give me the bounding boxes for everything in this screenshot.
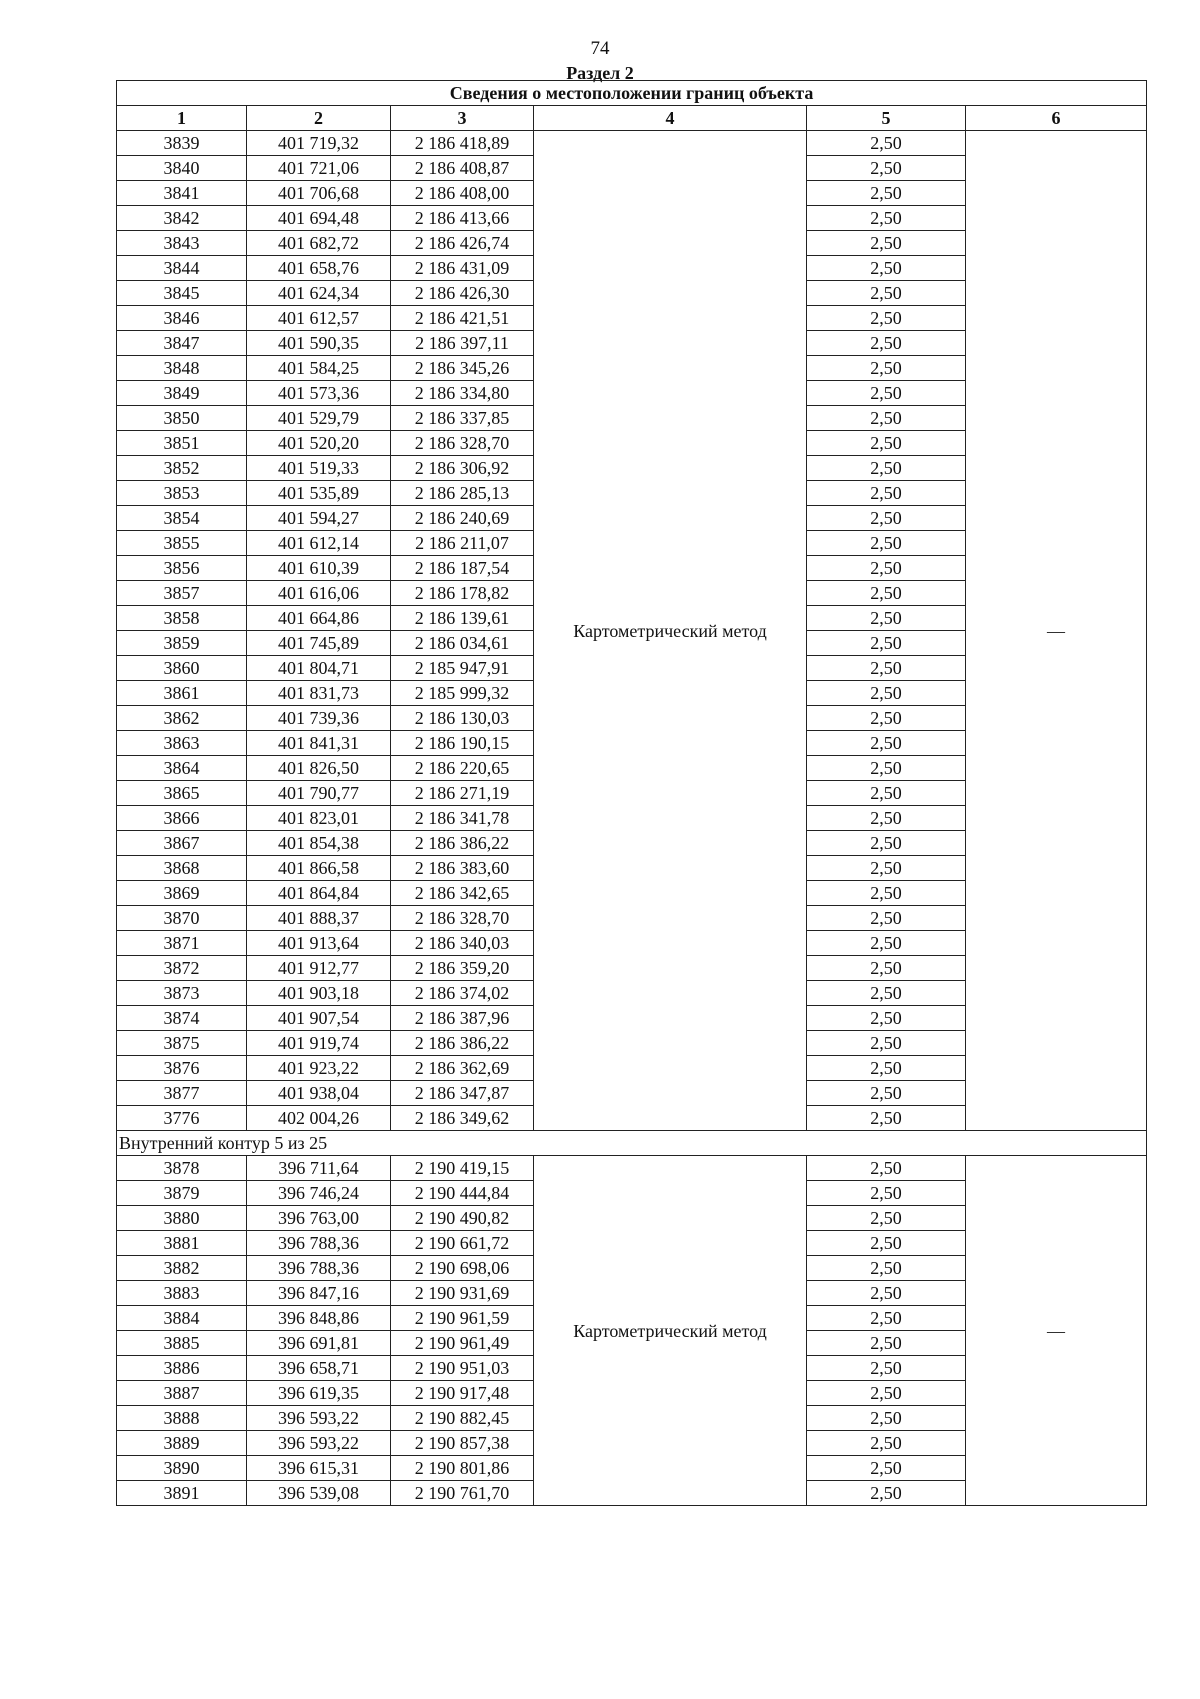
coordinate-y: 2 186 178,82: [391, 581, 534, 606]
coordinate-x: 396 848,86: [247, 1306, 391, 1331]
accuracy-value: 2,50: [807, 331, 966, 356]
column-header: 1: [117, 106, 247, 131]
coordinate-y: 2 186 211,07: [391, 531, 534, 556]
column-6-cell: —: [966, 131, 1147, 1131]
point-number: 3862: [117, 706, 247, 731]
coordinate-x: 401 790,77: [247, 781, 391, 806]
coordinate-x: 401 529,79: [247, 406, 391, 431]
accuracy-value: 2,50: [807, 781, 966, 806]
coordinate-y: 2 186 328,70: [391, 906, 534, 931]
coordinate-y: 2 186 285,13: [391, 481, 534, 506]
coordinate-x: 401 912,77: [247, 956, 391, 981]
point-number: 3887: [117, 1381, 247, 1406]
coordinate-y: 2 186 130,03: [391, 706, 534, 731]
point-number: 3881: [117, 1231, 247, 1256]
table-row: [117, 131, 1147, 156]
column-header: 5: [807, 106, 966, 131]
point-number: 3860: [117, 656, 247, 681]
coordinate-y: 2 186 342,65: [391, 881, 534, 906]
accuracy-value: 2,50: [807, 481, 966, 506]
coordinate-y: 2 190 951,03: [391, 1356, 534, 1381]
accuracy-value: 2,50: [807, 706, 966, 731]
coordinate-x: 401 919,74: [247, 1031, 391, 1056]
coordinate-y: 2 186 347,87: [391, 1081, 534, 1106]
accuracy-value: 2,50: [807, 456, 966, 481]
accuracy-value: 2,50: [807, 1456, 966, 1481]
point-number: 3866: [117, 806, 247, 831]
accuracy-value: 2,50: [807, 631, 966, 656]
point-number: 3776: [117, 1106, 247, 1131]
accuracy-value: 2,50: [807, 1181, 966, 1206]
coordinate-y: 2 186 431,09: [391, 256, 534, 281]
coordinate-y: 2 186 408,00: [391, 181, 534, 206]
accuracy-value: 2,50: [807, 1256, 966, 1281]
method-cell: Картометрический метод: [534, 131, 807, 1131]
accuracy-value: 2,50: [807, 831, 966, 856]
coordinate-y: 2 186 220,65: [391, 756, 534, 781]
accuracy-value: 2,50: [807, 581, 966, 606]
accuracy-value: 2,50: [807, 1106, 966, 1131]
point-number: 3872: [117, 956, 247, 981]
coordinate-x: 401 573,36: [247, 381, 391, 406]
column-header: 2: [247, 106, 391, 131]
accuracy-value: 2,50: [807, 281, 966, 306]
coordinate-x: 401 612,14: [247, 531, 391, 556]
contour-label: Внутренний контур 5 из 25: [117, 1131, 1147, 1156]
point-number: 3882: [117, 1256, 247, 1281]
coordinate-y: 2 190 917,48: [391, 1381, 534, 1406]
contour-row: [117, 1131, 1147, 1156]
point-number: 3861: [117, 681, 247, 706]
coordinate-y: 2 186 362,69: [391, 1056, 534, 1081]
coordinate-x: 396 788,36: [247, 1256, 391, 1281]
coordinate-x: 401 854,38: [247, 831, 391, 856]
coordinate-x: 396 593,22: [247, 1406, 391, 1431]
table-caption: Сведения о местоположении границ объекта: [117, 81, 1147, 106]
coordinate-x: 401 584,25: [247, 356, 391, 381]
accuracy-value: 2,50: [807, 556, 966, 581]
coordinate-x: 401 719,32: [247, 131, 391, 156]
coordinate-y: 2 186 306,92: [391, 456, 534, 481]
coordinate-x: 396 593,22: [247, 1431, 391, 1456]
point-number: 3841: [117, 181, 247, 206]
coordinate-x: 396 847,16: [247, 1281, 391, 1306]
accuracy-value: 2,50: [807, 1406, 966, 1431]
coordinate-x: 396 658,71: [247, 1356, 391, 1381]
coordinate-x: 401 938,04: [247, 1081, 391, 1106]
point-number: 3857: [117, 581, 247, 606]
coordinate-x: 401 913,64: [247, 931, 391, 956]
coordinate-y: 2 186 408,87: [391, 156, 534, 181]
accuracy-value: 2,50: [807, 956, 966, 981]
coordinate-x: 401 826,50: [247, 756, 391, 781]
coordinate-y: 2 186 349,62: [391, 1106, 534, 1131]
coordinate-y: 2 190 419,15: [391, 1156, 534, 1181]
accuracy-value: 2,50: [807, 156, 966, 181]
coordinate-y: 2 186 328,70: [391, 431, 534, 456]
coordinate-x: 401 594,27: [247, 506, 391, 531]
coordinate-x: 401 888,37: [247, 906, 391, 931]
coordinate-y: 2 186 240,69: [391, 506, 534, 531]
accuracy-value: 2,50: [807, 181, 966, 206]
accuracy-value: 2,50: [807, 131, 966, 156]
point-number: 3850: [117, 406, 247, 431]
coordinate-x: 401 923,22: [247, 1056, 391, 1081]
accuracy-value: 2,50: [807, 881, 966, 906]
coordinate-y: 2 190 444,84: [391, 1181, 534, 1206]
coordinate-x: 401 682,72: [247, 231, 391, 256]
point-number: 3880: [117, 1206, 247, 1231]
accuracy-value: 2,50: [807, 1006, 966, 1031]
point-number: 3851: [117, 431, 247, 456]
accuracy-value: 2,50: [807, 381, 966, 406]
point-number: 3865: [117, 781, 247, 806]
accuracy-value: 2,50: [807, 1156, 966, 1181]
point-number: 3876: [117, 1056, 247, 1081]
coordinate-y: 2 190 961,49: [391, 1331, 534, 1356]
coordinate-x: 396 763,00: [247, 1206, 391, 1231]
accuracy-value: 2,50: [807, 1431, 966, 1456]
coordinate-x: 401 658,76: [247, 256, 391, 281]
point-number: 3886: [117, 1356, 247, 1381]
point-number: 3891: [117, 1481, 247, 1506]
point-number: 3875: [117, 1031, 247, 1056]
point-number: 3844: [117, 256, 247, 281]
point-number: 3873: [117, 981, 247, 1006]
coordinate-x: 402 004,26: [247, 1106, 391, 1131]
coordinate-x: 401 624,34: [247, 281, 391, 306]
point-number: 3840: [117, 156, 247, 181]
accuracy-value: 2,50: [807, 306, 966, 331]
accuracy-value: 2,50: [807, 1206, 966, 1231]
coordinate-y: 2 185 947,91: [391, 656, 534, 681]
point-number: 3859: [117, 631, 247, 656]
accuracy-value: 2,50: [807, 231, 966, 256]
coordinate-y: 2 186 345,26: [391, 356, 534, 381]
point-number: 3878: [117, 1156, 247, 1181]
accuracy-value: 2,50: [807, 1306, 966, 1331]
point-number: 3842: [117, 206, 247, 231]
point-number: 3883: [117, 1281, 247, 1306]
point-number: 3890: [117, 1456, 247, 1481]
coordinate-y: 2 186 341,78: [391, 806, 534, 831]
coordinate-y: 2 186 340,03: [391, 931, 534, 956]
coordinate-x: 401 664,86: [247, 606, 391, 631]
coordinate-y: 2 186 386,22: [391, 831, 534, 856]
point-number: 3874: [117, 1006, 247, 1031]
accuracy-value: 2,50: [807, 406, 966, 431]
point-number: 3888: [117, 1406, 247, 1431]
coordinate-x: 401 841,31: [247, 731, 391, 756]
coordinate-y: 2 186 139,61: [391, 606, 534, 631]
accuracy-value: 2,50: [807, 1231, 966, 1256]
accuracy-value: 2,50: [807, 906, 966, 931]
accuracy-value: 2,50: [807, 431, 966, 456]
coordinate-y: 2 186 421,51: [391, 306, 534, 331]
coordinate-x: 401 590,35: [247, 331, 391, 356]
column-header-row: [117, 106, 1147, 131]
point-number: 3856: [117, 556, 247, 581]
accuracy-value: 2,50: [807, 606, 966, 631]
coordinate-y: 2 186 337,85: [391, 406, 534, 431]
coordinate-x: 401 535,89: [247, 481, 391, 506]
coordinate-y: 2 186 187,54: [391, 556, 534, 581]
accuracy-value: 2,50: [807, 931, 966, 956]
accuracy-value: 2,50: [807, 1356, 966, 1381]
point-number: 3846: [117, 306, 247, 331]
accuracy-value: 2,50: [807, 1481, 966, 1506]
page-number: 74: [590, 38, 610, 59]
point-number: 3889: [117, 1431, 247, 1456]
coordinate-y: 2 186 190,15: [391, 731, 534, 756]
coordinate-x: 396 615,31: [247, 1456, 391, 1481]
point-number: 3852: [117, 456, 247, 481]
accuracy-value: 2,50: [807, 531, 966, 556]
coordinate-y: 2 190 698,06: [391, 1256, 534, 1281]
coordinate-y: 2 190 931,69: [391, 1281, 534, 1306]
accuracy-value: 2,50: [807, 656, 966, 681]
coordinate-y: 2 186 383,60: [391, 856, 534, 881]
accuracy-value: 2,50: [807, 1381, 966, 1406]
coordinate-x: 401 616,06: [247, 581, 391, 606]
point-number: 3885: [117, 1331, 247, 1356]
accuracy-value: 2,50: [807, 1031, 966, 1056]
coordinate-x: 401 520,20: [247, 431, 391, 456]
point-number: 3858: [117, 606, 247, 631]
coordinate-x: 401 519,33: [247, 456, 391, 481]
coordinate-y: 2 190 882,45: [391, 1406, 534, 1431]
coordinate-x: 396 746,24: [247, 1181, 391, 1206]
coordinate-x: 401 745,89: [247, 631, 391, 656]
table-row: [117, 1156, 1147, 1181]
coordinate-y: 2 190 490,82: [391, 1206, 534, 1231]
point-number: 3845: [117, 281, 247, 306]
coordinate-y: 2 186 426,30: [391, 281, 534, 306]
point-number: 3867: [117, 831, 247, 856]
coordinate-y: 2 185 999,32: [391, 681, 534, 706]
accuracy-value: 2,50: [807, 506, 966, 531]
point-number: 3868: [117, 856, 247, 881]
section-title: Раздел 2: [566, 63, 634, 83]
point-number: 3869: [117, 881, 247, 906]
accuracy-value: 2,50: [807, 1056, 966, 1081]
coordinate-x: 401 804,71: [247, 656, 391, 681]
boundary-table: [116, 80, 1147, 1506]
point-number: 3870: [117, 906, 247, 931]
coordinate-y: 2 186 418,89: [391, 131, 534, 156]
column-6-cell: —: [966, 1156, 1147, 1506]
accuracy-value: 2,50: [807, 731, 966, 756]
coordinate-y: 2 186 374,02: [391, 981, 534, 1006]
accuracy-value: 2,50: [807, 206, 966, 231]
coordinate-x: 401 706,68: [247, 181, 391, 206]
coordinate-x: 401 694,48: [247, 206, 391, 231]
method-cell: Картометрический метод: [534, 1156, 807, 1506]
coordinate-x: 401 831,73: [247, 681, 391, 706]
point-number: 3863: [117, 731, 247, 756]
point-number: 3843: [117, 231, 247, 256]
point-number: 3864: [117, 756, 247, 781]
coordinate-x: 401 823,01: [247, 806, 391, 831]
point-number: 3849: [117, 381, 247, 406]
coordinate-x: 396 539,08: [247, 1481, 391, 1506]
coordinate-x: 401 612,57: [247, 306, 391, 331]
coordinate-y: 2 186 034,61: [391, 631, 534, 656]
coordinate-y: 2 190 857,38: [391, 1431, 534, 1456]
point-number: 3855: [117, 531, 247, 556]
coordinate-y: 2 186 413,66: [391, 206, 534, 231]
coordinate-y: 2 186 359,20: [391, 956, 534, 981]
accuracy-value: 2,50: [807, 756, 966, 781]
coordinate-x: 401 721,06: [247, 156, 391, 181]
column-header: 6: [966, 106, 1147, 131]
point-number: 3879: [117, 1181, 247, 1206]
coordinate-y: 2 186 271,19: [391, 781, 534, 806]
coordinate-y: 2 190 961,59: [391, 1306, 534, 1331]
coordinate-y: 2 186 387,96: [391, 1006, 534, 1031]
coordinate-x: 401 610,39: [247, 556, 391, 581]
coordinate-x: 396 788,36: [247, 1231, 391, 1256]
accuracy-value: 2,50: [807, 806, 966, 831]
coordinate-x: 396 619,35: [247, 1381, 391, 1406]
point-number: 3871: [117, 931, 247, 956]
column-header: 4: [534, 106, 807, 131]
coordinate-y: 2 190 661,72: [391, 1231, 534, 1256]
point-number: 3847: [117, 331, 247, 356]
point-number: 3839: [117, 131, 247, 156]
accuracy-value: 2,50: [807, 856, 966, 881]
accuracy-value: 2,50: [807, 1081, 966, 1106]
point-number: 3854: [117, 506, 247, 531]
coordinate-y: 2 190 761,70: [391, 1481, 534, 1506]
coordinate-y: 2 186 426,74: [391, 231, 534, 256]
coordinate-x: 396 711,64: [247, 1156, 391, 1181]
coordinate-x: 401 907,54: [247, 1006, 391, 1031]
accuracy-value: 2,50: [807, 681, 966, 706]
column-header: 3: [391, 106, 534, 131]
point-number: 3848: [117, 356, 247, 381]
coordinate-x: 401 864,84: [247, 881, 391, 906]
point-number: 3884: [117, 1306, 247, 1331]
accuracy-value: 2,50: [807, 1281, 966, 1306]
accuracy-value: 2,50: [807, 256, 966, 281]
point-number: 3877: [117, 1081, 247, 1106]
accuracy-value: 2,50: [807, 981, 966, 1006]
coordinate-y: 2 190 801,86: [391, 1456, 534, 1481]
coordinate-y: 2 186 386,22: [391, 1031, 534, 1056]
table-body: [117, 131, 1147, 1506]
coordinate-y: 2 186 397,11: [391, 331, 534, 356]
accuracy-value: 2,50: [807, 356, 966, 381]
coordinate-x: 396 691,81: [247, 1331, 391, 1356]
point-number: 3853: [117, 481, 247, 506]
coordinate-x: 401 866,58: [247, 856, 391, 881]
coordinate-y: 2 186 334,80: [391, 381, 534, 406]
coordinate-x: 401 903,18: [247, 981, 391, 1006]
accuracy-value: 2,50: [807, 1331, 966, 1356]
coordinate-x: 401 739,36: [247, 706, 391, 731]
